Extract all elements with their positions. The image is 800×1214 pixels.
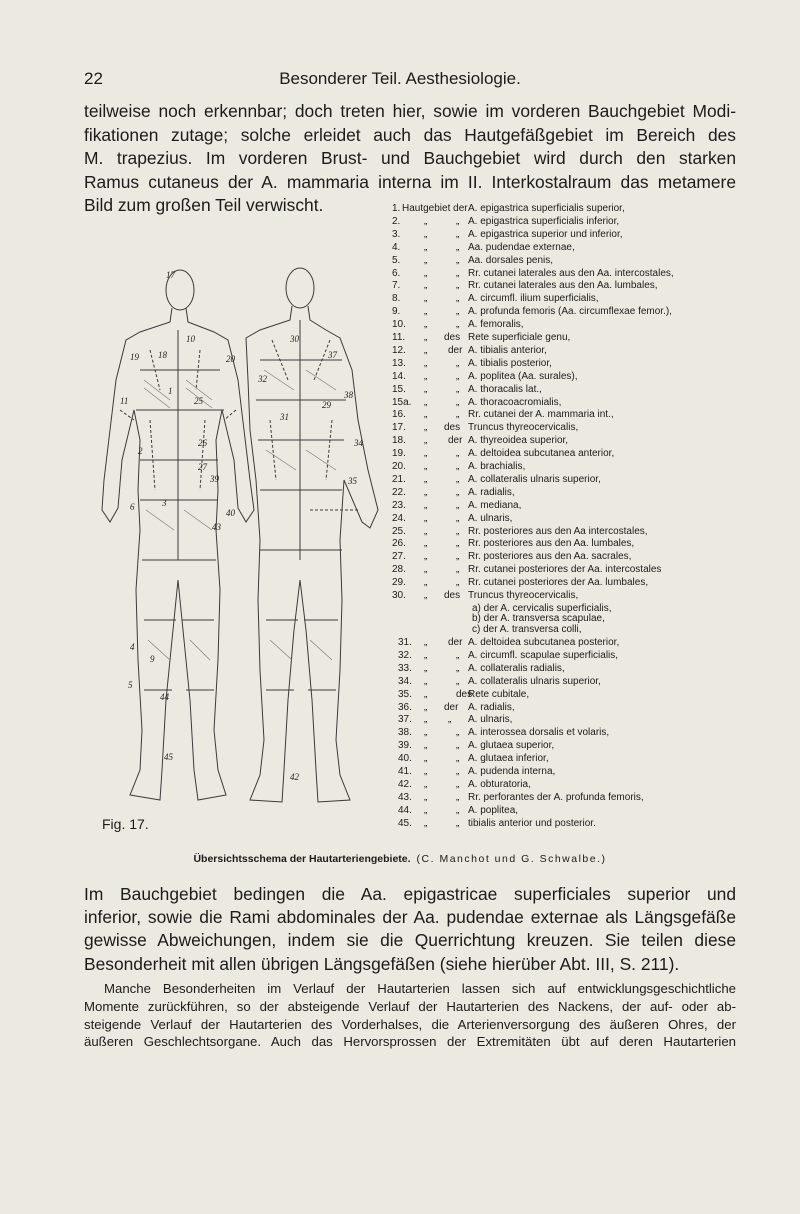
legend-text: Rr. posteriores aus den Aa intercostales, <box>468 525 648 537</box>
legend-text: Truncus thyreocervicalis, <box>468 590 579 601</box>
legend-number: 21. <box>392 473 406 485</box>
region-number: 19 <box>130 352 139 362</box>
intro-line: M. trapezius. Im vorderen Brust- und Bauchgebiet wird durch den starken <box>84 148 736 169</box>
region-number: 10 <box>186 334 195 344</box>
legend-number: 30. <box>392 590 406 601</box>
legend-text: A. poplitea (Aa. surales), <box>468 370 578 382</box>
body-line: Besonderheit mit allen übrigen Längsgefäßen (siehe hierüber Abt. III, S. 211). <box>84 953 680 974</box>
legend-text: Rr. cutanei der A. mammaria int., <box>468 409 614 421</box>
legend-text: A. thoracoacromialis, <box>468 396 562 408</box>
legend-prefix: „ <box>456 564 460 576</box>
legend-number: 39. <box>398 740 412 752</box>
legend-text: A. glutaea superior, <box>468 740 555 752</box>
legend-text: A. profunda femoris (Aa. circumflexae femor.), <box>468 306 672 318</box>
legend-prefix: „ <box>424 740 428 752</box>
legend-text: Aa. dorsales penis, <box>468 254 554 266</box>
legend-prefix: „ <box>424 701 428 713</box>
legend-text: A. thyreoidea superior, <box>468 435 569 447</box>
legend-prefix: „ <box>448 714 452 726</box>
region-number: 26 <box>198 438 207 448</box>
legend-text: A. radialis, <box>468 701 515 713</box>
legend-prefix: „ <box>424 486 428 498</box>
legend-prefix: „ <box>456 804 460 816</box>
legend-number: 8. <box>392 293 401 305</box>
region-number: 39 <box>210 474 219 484</box>
legend-text: A. circumfl. scapulae superficialis, <box>468 649 619 661</box>
region-number: 5 <box>128 680 133 690</box>
legend-number: 19. <box>392 448 406 460</box>
legend-text: A. brachialis, <box>468 461 526 472</box>
legend-number: 33. <box>398 662 412 674</box>
legend-number: 15. <box>392 383 406 395</box>
region-number: 27 <box>198 462 207 472</box>
legend-number: 24. <box>392 512 406 524</box>
legend-number: 31. <box>398 637 412 648</box>
legend-prefix: „ <box>456 215 460 227</box>
legend-prefix: „ <box>456 512 460 524</box>
legend-prefix: „ <box>424 254 428 266</box>
legend-prefix: „ <box>456 791 460 803</box>
legend-number: 1. <box>392 203 401 214</box>
legend-number: 6. <box>392 267 401 279</box>
legend-prefix: „ <box>424 461 428 472</box>
legend-text: Rr. cutanei posteriores der Aa. lumbales, <box>468 577 649 589</box>
legend-text: c) der A. transversa colli, <box>472 623 582 635</box>
region-number: 6 <box>130 502 135 512</box>
legend-prefix: „ <box>424 267 428 279</box>
legend-prefix: „ <box>456 753 460 765</box>
legend-text: A. radialis, <box>468 486 515 498</box>
legend-prefix: „ <box>456 577 460 589</box>
region-number: 18 <box>158 350 167 360</box>
legend-prefix: „ <box>424 396 428 408</box>
legend-prefix: „ <box>456 766 460 777</box>
legend-prefix: „ <box>424 525 428 537</box>
legend-prefix: „ <box>424 675 428 687</box>
legend-number: 13. <box>392 357 406 369</box>
body-line: Im Bauchgebiet bedingen die Aa. epigastricae superficiales superior und <box>84 884 736 904</box>
legend-prefix: „ <box>424 637 428 648</box>
legend-text: A. obturatoria, <box>468 778 531 790</box>
legend-prefix: Hautgebiet der <box>402 203 468 214</box>
legend-text: A. ulnaris, <box>468 714 513 726</box>
legend-prefix: „ <box>424 564 428 576</box>
caption-source: (C. Manchot und G. Schwalbe.) <box>416 853 607 865</box>
legend-prefix: „ <box>424 817 428 829</box>
legend-number: 10. <box>392 319 406 331</box>
legend-number: 3. <box>392 228 401 240</box>
legend-prefix: „ <box>424 357 428 369</box>
legend-number: 22. <box>392 486 406 498</box>
legend-prefix: „ <box>456 448 460 460</box>
legend-prefix: „ <box>424 306 428 318</box>
legend-prefix: „ <box>424 753 428 765</box>
legend-prefix: „ <box>424 577 428 589</box>
legend-number: 17. <box>392 422 406 434</box>
legend-prefix: „ <box>424 499 428 511</box>
legend-prefix: „ <box>424 727 428 739</box>
legend-prefix: „ <box>456 267 460 279</box>
legend-prefix: „ <box>424 383 428 395</box>
legend-prefix: „ <box>424 512 428 524</box>
legend-text: Aa. pudendae externae, <box>468 241 575 253</box>
legend-text: Rete superficiale genu, <box>468 332 571 343</box>
small-print-paragraph <box>84 980 736 1051</box>
region-number: 45 <box>164 752 173 762</box>
legend-prefix: „ <box>456 461 460 472</box>
region-number: 17 <box>166 270 175 280</box>
intro-paragraph <box>84 100 736 218</box>
legend-number: 36. <box>398 701 412 713</box>
intro-line: Bild zum großen Teil verwischt. <box>84 195 324 216</box>
legend-number: 23. <box>392 499 406 511</box>
running-title: Besonderer Teil. Aesthesiologie. <box>279 69 521 88</box>
legend-prefix: „ <box>424 332 428 343</box>
legend-number: 44. <box>398 804 412 816</box>
legend-prefix: „ <box>456 409 460 421</box>
legend-prefix: „ <box>456 551 460 563</box>
legend-prefix: „ <box>456 675 460 687</box>
legend-number: 5. <box>392 254 401 266</box>
legend-prefix: „ <box>456 649 460 661</box>
legend-number: 4. <box>392 241 401 253</box>
region-number: 32 <box>258 374 267 384</box>
legend-number: 28. <box>392 564 406 576</box>
legend-prefix: des <box>444 422 461 434</box>
legend-prefix: „ <box>456 817 460 829</box>
legend-text: Rr. posteriores aus den Aa. lumbales, <box>468 538 635 550</box>
legend-number: 45. <box>398 817 412 829</box>
legend-text: A. mediana, <box>468 499 522 511</box>
legend-text: Rr. cutanei posteriores der Aa. intercostales <box>468 564 662 576</box>
legend-text: A. tibialis posterior, <box>468 357 552 369</box>
legend-text: Rr. perforantes der A. profunda femoris, <box>468 791 644 803</box>
legend-prefix: „ <box>456 740 460 752</box>
legend-prefix: „ <box>456 778 460 790</box>
legend-number: 40. <box>398 753 412 765</box>
region-number: 42 <box>290 772 299 782</box>
intro-line: teilweise noch erkennbar; doch treten hier, sowie im vorderen Bauchgebiet Modi- <box>84 101 736 121</box>
region-number: 38 <box>344 390 353 400</box>
legend-prefix: „ <box>424 215 428 227</box>
legend-prefix: „ <box>424 422 428 434</box>
legend-prefix: des <box>444 590 461 601</box>
region-number: 35 <box>348 476 357 486</box>
legend-number: 15a. <box>392 396 412 408</box>
legend-text: Rr. cutanei laterales aus den Aa. intercostales, <box>468 267 674 279</box>
legend-prefix: „ <box>456 396 460 408</box>
legend-text: A. deltoidea subcutanea anterior, <box>468 448 615 460</box>
legend-number: 32. <box>398 649 412 661</box>
region-number: 9 <box>150 654 155 664</box>
legend-text: tibialis anterior und posterior. <box>468 817 596 829</box>
legend-prefix: „ <box>456 662 460 674</box>
region-number: 31 <box>280 412 289 422</box>
legend-text: Truncus thyreocervicalis, <box>468 422 579 434</box>
legend-prefix: der <box>444 701 459 713</box>
legend-text: Rr. posteriores aus den Aa. sacrales, <box>468 551 632 563</box>
legend-number: 26. <box>392 538 406 550</box>
legend-prefix: „ <box>424 448 428 460</box>
legend-number: 11. <box>392 332 406 343</box>
legend-text: A. collateralis radialis, <box>468 662 565 674</box>
legend-prefix: der <box>448 637 463 648</box>
legend-number: 41. <box>398 766 412 777</box>
legend-prefix: „ <box>424 319 428 331</box>
legend-prefix: „ <box>424 409 428 421</box>
region-number: 11 <box>120 396 129 406</box>
anatomical-figure <box>100 260 390 820</box>
legend-text: A. ulnaris, <box>468 512 513 524</box>
legend-text: b) der A. transversa scapulae, <box>472 613 605 625</box>
legend-prefix: „ <box>424 551 428 563</box>
legend-prefix: „ <box>424 241 428 253</box>
legend-prefix: „ <box>424 688 428 700</box>
legend-text: A. interossea dorsalis et volaris, <box>468 727 610 739</box>
legend-number: 35. <box>398 688 412 700</box>
region-number: 3 <box>162 498 167 508</box>
body-paragraph <box>84 883 736 976</box>
legend-text: A. femoralis, <box>468 319 524 331</box>
legend-number: 37. <box>398 714 412 726</box>
legend-prefix: „ <box>424 538 428 550</box>
legend-text: A. epigastrica superficialis superior, <box>468 203 625 214</box>
legend-text: A. collateralis ulnaris superior, <box>468 675 601 687</box>
small-print-line: Momente zurückführen, so der absteigende Verlauf der Hautarterien des Nackens, der auf- oder ab- <box>84 998 736 1014</box>
legend-text: A. epigastrica superficialis inferior, <box>468 215 620 227</box>
intro-line: Ramus cutaneus der A. mammaria interna im II. Interkostalraum das metamere <box>84 171 736 192</box>
legend-prefix: „ <box>456 357 460 369</box>
legend-number: 14. <box>392 370 406 382</box>
legend-text: Rr. cutanei laterales aus den Aa. lumbales, <box>468 280 658 292</box>
region-number: 25 <box>194 396 203 406</box>
legend-prefix: „ <box>456 538 460 550</box>
legend-prefix: „ <box>424 590 428 601</box>
legend-number: 20. <box>392 461 406 472</box>
region-number: 44 <box>160 692 169 702</box>
legend-number: 42. <box>398 778 412 790</box>
legend-prefix: „ <box>456 499 460 511</box>
legend-prefix: „ <box>456 486 460 498</box>
legend-number: 2. <box>392 215 401 227</box>
body-line: gewisse Abweichungen, indem sie die Querrichtung kreuzen. Sie teilen diese <box>84 930 736 951</box>
legend-text: A. pudenda interna, <box>468 766 556 777</box>
legend-prefix: „ <box>456 319 460 331</box>
region-number: 4 <box>130 642 135 652</box>
legend-prefix: „ <box>456 306 460 318</box>
legend-text: A. poplitea, <box>468 804 519 816</box>
legend-prefix: „ <box>456 473 460 485</box>
legend-prefix: „ <box>424 280 428 292</box>
legend-number: 43. <box>398 791 412 803</box>
legend-prefix: „ <box>424 804 428 816</box>
legend-text: A. thoracalis lat., <box>468 383 542 395</box>
legend-number: 9. <box>392 306 401 318</box>
legend-number: 38. <box>398 727 412 739</box>
legend-prefix: „ <box>456 254 460 266</box>
legend-prefix: „ <box>424 473 428 485</box>
figure-caption <box>0 853 800 865</box>
back-body-outline <box>246 268 378 802</box>
legend-prefix: „ <box>456 293 460 305</box>
legend-prefix: „ <box>456 228 460 240</box>
legend-text: A. deltoidea subcutanea posterior, <box>468 637 620 648</box>
legend-number: 12. <box>392 344 406 356</box>
legend-prefix: „ <box>456 727 460 739</box>
legend-text: A. collateralis ulnaris superior, <box>468 473 601 485</box>
legend-number: 18. <box>392 435 406 447</box>
front-body-outline <box>102 270 254 800</box>
legend-text: A. circumfl. ilium superficialis, <box>468 293 599 305</box>
region-number: 20 <box>226 354 235 364</box>
body-line: inferior, sowie die Rami abdominales der Aa. pudendae externae als Längsgefäße <box>84 907 736 928</box>
legend-prefix: des <box>456 688 473 700</box>
legend-prefix: „ <box>456 241 460 253</box>
region-number: 34 <box>354 438 363 448</box>
region-number: 29 <box>322 400 331 410</box>
legend-prefix: „ <box>424 662 428 674</box>
legend-prefix: „ <box>424 293 428 305</box>
legend-number: 34. <box>398 675 412 687</box>
legend-prefix: „ <box>424 344 428 356</box>
legend-number: 29. <box>392 577 406 589</box>
figure-label: Fig. 17. <box>102 816 149 832</box>
legend-text: A. epigastrica superior und inferior, <box>468 228 623 240</box>
region-number: 2 <box>138 446 143 456</box>
legend-prefix: „ <box>424 714 428 726</box>
legend-prefix: der <box>448 435 463 447</box>
legend-prefix: der <box>448 344 463 356</box>
region-number: 43 <box>212 522 221 532</box>
legend-prefix: „ <box>424 778 428 790</box>
legend-text: A. glutaea inferior, <box>468 753 549 765</box>
legend-text: Rete cubitale, <box>468 688 530 700</box>
legend-prefix: „ <box>424 370 428 382</box>
region-number: 1 <box>168 386 173 396</box>
legend-prefix: des <box>444 332 461 343</box>
legend-prefix: „ <box>424 649 428 661</box>
intro-line: fikationen zutage; solche erleidet auch das Hautgefäßgebiet im Bereich des <box>84 124 736 145</box>
figure-drawing <box>100 260 390 820</box>
region-number: 30 <box>290 334 299 344</box>
legend-prefix: „ <box>424 766 428 777</box>
legend-text: a) der A. cervicalis superficialis, <box>472 602 612 614</box>
legend-prefix: „ <box>456 383 460 395</box>
legend-number: 25. <box>392 525 406 537</box>
small-print-line: äußeren Geschlechtsorgane. Auch das Hervorsprossen der Extremitäten übt auf deren Hautarterien <box>84 1034 736 1050</box>
legend-prefix: „ <box>424 791 428 803</box>
legend-number: 7. <box>392 280 401 292</box>
legend-prefix: „ <box>424 228 428 240</box>
legend-prefix: „ <box>456 370 460 382</box>
small-print-line: Manche Besonderheiten im Verlauf der Hautarterien lassen sich auf entwicklungsgeschichtliche <box>104 981 736 996</box>
legend-number: 16. <box>392 409 406 421</box>
legend-number: 27. <box>392 551 406 563</box>
page-number: 22 <box>84 69 103 88</box>
region-number: 37 <box>328 350 337 360</box>
caption-title: Übersichtsschema der Hautarteriengebiete. <box>193 853 411 865</box>
legend-prefix: „ <box>424 435 428 447</box>
region-number: 40 <box>226 508 235 518</box>
legend-prefix: „ <box>456 280 460 292</box>
legend-prefix: „ <box>456 525 460 537</box>
small-print-line: steigende Verlauf der Hautarterien des Vorderhalses, die Arterienversorgung des äußeren Ohres, der <box>84 1016 736 1032</box>
figure-hatching <box>144 370 336 660</box>
legend-text: A. tibialis anterior, <box>468 344 547 356</box>
